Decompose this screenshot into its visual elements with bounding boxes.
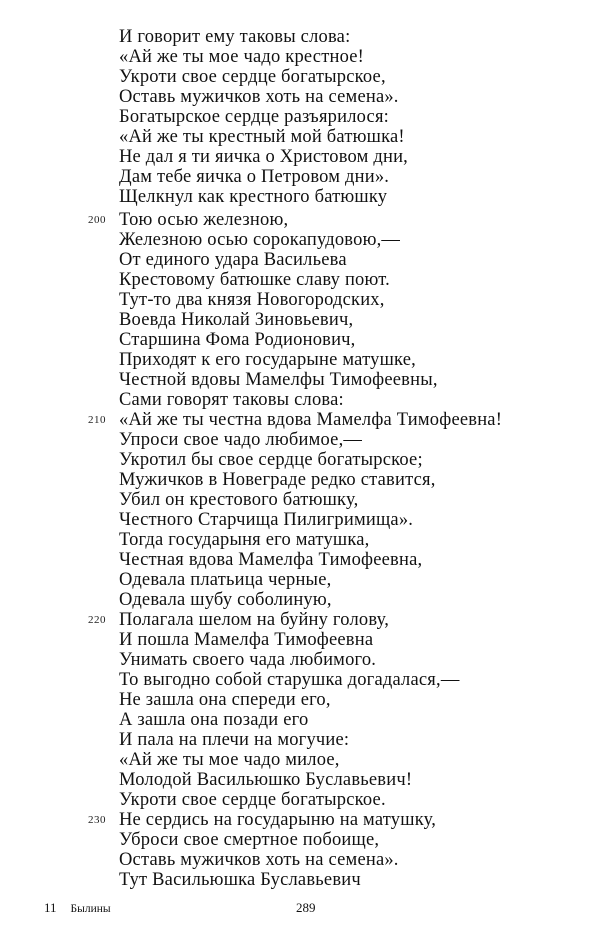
poem-line-text: Оставь мужичков хоть на семена».	[119, 87, 399, 107]
line-number: 230	[88, 814, 106, 826]
poem-line	[0, 47, 600, 67]
poem-line	[0, 67, 600, 87]
poem-line	[0, 550, 600, 570]
poem-line-text: Оставь мужичков хоть на семена».	[119, 850, 399, 870]
poem-line	[0, 470, 600, 490]
poem-line-text: Уброси свое смертное побоище,	[119, 830, 380, 850]
poem-line	[0, 290, 600, 310]
poem-line	[0, 570, 600, 590]
poem-line-text: Одевала платьица черные,	[119, 570, 332, 590]
poem-line	[0, 350, 600, 370]
poem-line	[0, 167, 600, 187]
poem-line	[0, 230, 600, 250]
poem-line-text: И пала на плечи на могучие:	[119, 730, 350, 750]
poem-line-text: Богатырское сердце разъярилося:	[119, 107, 390, 127]
poem-line-text: Честного Старчища Пилигримища».	[119, 510, 414, 530]
poem-line-text: И говорит ему таковы слова:	[119, 27, 351, 47]
poem-line-text: Упроси свое чадо любимое,—	[119, 430, 363, 450]
poem-line	[0, 750, 600, 770]
poem-line	[0, 790, 600, 810]
poem-line-text: Крестовому батюшке славу поют.	[119, 270, 390, 290]
poem-line-text: Укротил бы свое сердце богатырское;	[119, 450, 423, 470]
poem-line-text: Честной вдовы Мамелфы Тимофеевны,	[119, 370, 438, 390]
line-number: 200	[88, 214, 106, 226]
poem-line-text: Тут-то два князя Новогородских,	[119, 290, 385, 310]
stanza	[0, 810, 600, 890]
poem-line-text: Убил он крестового батюшку,	[119, 490, 359, 510]
poem-line-text: «Ай же ты честна вдова Мамелфа Тимофеевна!	[119, 410, 503, 430]
poem-line	[0, 630, 600, 650]
page-footer	[0, 898, 600, 918]
poem-line	[0, 127, 600, 147]
poem-line-text: А зашла она позади его	[119, 710, 309, 730]
poem-line	[0, 730, 600, 750]
poem-line-text: Воевда Николай Зиновьевич,	[119, 310, 354, 330]
line-number: 220	[88, 614, 106, 626]
poem-line	[0, 107, 600, 127]
poem-line-text: От единого удара Васильева	[119, 250, 347, 270]
poem-line-text: Мужичков в Новеграде редко ставится,	[119, 470, 436, 490]
poem-line-text: Молодой Васильюшко Буславьевич!	[119, 770, 413, 790]
stanza	[0, 410, 600, 610]
page-number: 289	[296, 900, 316, 915]
poem-line	[0, 410, 600, 430]
poem-line-text: Унимать своего чада любимого.	[119, 650, 377, 670]
poem-line	[0, 270, 600, 290]
poem-line-text: «Ай же ты мое чадо крестное!	[119, 47, 365, 67]
poem-line-text: Честная вдова Мамелфа Тимофеевна,	[119, 550, 423, 570]
stanza	[0, 610, 600, 810]
poem-line	[0, 187, 600, 207]
poem-line	[0, 330, 600, 350]
poem-line	[0, 390, 600, 410]
poem-line-text: Не зашла она спереди его,	[119, 690, 331, 710]
poem-line-text: Укроти свое сердце богатырское.	[119, 790, 386, 810]
poem-line-text: Не дал я ти яичка о Христовом дни,	[119, 147, 409, 167]
signature-number: 11	[44, 900, 57, 915]
poem-line-text: Тою осью железною,	[119, 210, 289, 230]
poem-line	[0, 650, 600, 670]
poem-line-text: «Ай же ты крестный мой батюшка!	[119, 127, 405, 147]
poem-line	[0, 770, 600, 790]
poem-line	[0, 590, 600, 610]
poem-line-text: «Ай же ты мое чадо милое,	[119, 750, 340, 770]
poem-line-text: Тут Васильюшка Буславьевич	[119, 870, 361, 890]
poem-line	[0, 490, 600, 510]
poem-line-text: Полагала шелом на буйну голову,	[119, 610, 390, 630]
poem-line-text: Укроти свое сердце богатырское,	[119, 67, 386, 87]
poem-line-text: Не сердись на государыню на матушку,	[119, 810, 437, 830]
poem-line-text: И пошла Мамелфа Тимофеевна	[119, 630, 374, 650]
poem-line	[0, 830, 600, 850]
poem-line	[0, 310, 600, 330]
poem-line	[0, 147, 600, 167]
poem-line-text: Щелкнул как крестного батюшку	[119, 187, 388, 207]
poem-line-text: Одевала шубу соболиную,	[119, 590, 332, 610]
stanza	[0, 210, 600, 410]
poem-line	[0, 430, 600, 450]
line-number: 210	[88, 414, 106, 426]
signature-title: Былины	[70, 903, 111, 915]
stanza	[0, 27, 600, 207]
poem-line-text: Дам тебе яичка о Петровом дни».	[119, 167, 390, 187]
poem-line	[0, 250, 600, 270]
poem-line	[0, 850, 600, 870]
poem-line	[0, 370, 600, 390]
poem-line	[0, 610, 600, 630]
poem-line	[0, 87, 600, 107]
poem-line	[0, 670, 600, 690]
poem-line-text: Приходят к его государыне матушке,	[119, 350, 416, 370]
poem-line-text: То выгодно собой старушка догадалася,—	[119, 670, 460, 690]
poem-line	[0, 210, 600, 230]
poem-line	[0, 690, 600, 710]
poem-line-text: Железною осью сорокапудовою,—	[119, 230, 401, 250]
poem-line	[0, 510, 600, 530]
poem-line	[0, 870, 600, 890]
printer-signature	[44, 898, 111, 919]
poem-line-text: Тогда государыня его матушка,	[119, 530, 370, 550]
poem-line-text: Сами говорят таковы слова:	[119, 390, 344, 410]
poem-line	[0, 530, 600, 550]
poem-line-text: Старшина Фома Родионович,	[119, 330, 356, 350]
poem-line	[0, 810, 600, 830]
poem-line	[0, 27, 600, 47]
poem-line	[0, 710, 600, 730]
poem-line	[0, 450, 600, 470]
